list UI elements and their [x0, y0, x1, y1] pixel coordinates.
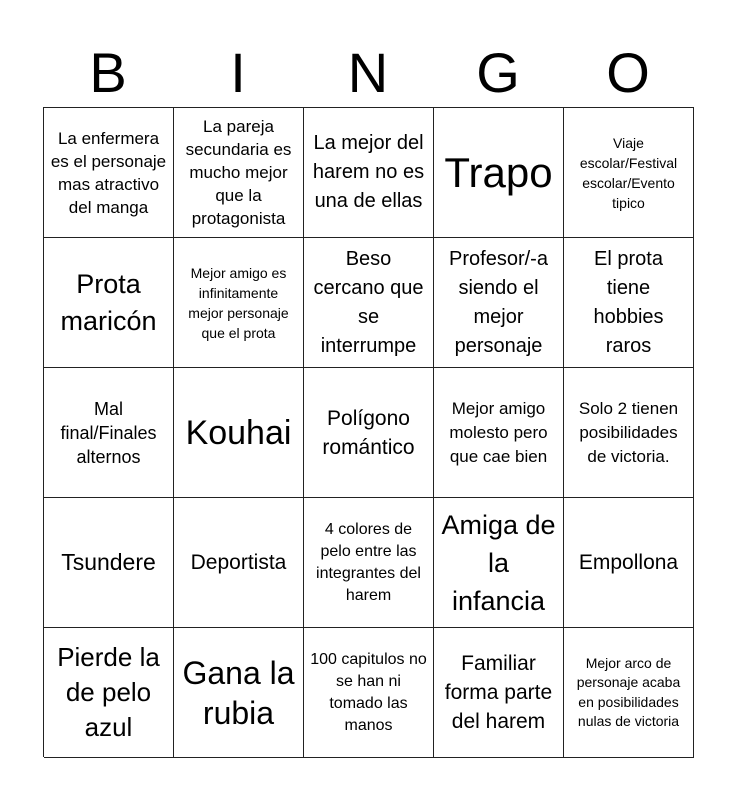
bingo-cell[interactable]: Gana la rubia	[174, 628, 304, 758]
bingo-cell[interactable]: Mejor amigo molesto pero que cae bien	[434, 368, 564, 498]
bingo-cell[interactable]: Mal final/Finales alternos	[44, 368, 174, 498]
bingo-cell[interactable]: Kouhai	[174, 368, 304, 498]
bingo-cell[interactable]: Tsundere	[44, 498, 174, 628]
header-letter-o: O	[606, 41, 650, 104]
bingo-cell[interactable]: Viaje escolar/Festival escolar/Evento tipico	[564, 108, 694, 238]
bingo-cell[interactable]: La enfermera es el personaje mas atractivo del manga	[44, 108, 174, 238]
bingo-board	[43, 107, 694, 757]
bingo-cell[interactable]: La pareja secundaria es mucho mejor que la protagonista	[174, 108, 304, 238]
header-letter-n: N	[347, 41, 389, 104]
bingo-cell[interactable]: Deportista	[174, 498, 304, 628]
bingo-cell[interactable]: Polígono romántico	[304, 368, 434, 498]
header-letter-b: B	[89, 41, 127, 104]
bingo-cell[interactable]: La mejor del harem no es una de ellas	[304, 108, 434, 238]
bingo-cell[interactable]: Pierde la de pelo azul	[44, 628, 174, 758]
bingo-cell[interactable]: Prota maricón	[44, 238, 174, 368]
bingo-header	[43, 40, 693, 106]
header-letter-i: I	[230, 41, 246, 104]
header-letter-g: G	[476, 41, 520, 104]
bingo-cell[interactable]: El prota tiene hobbies raros	[564, 238, 694, 368]
bingo-cell[interactable]: Empollona	[564, 498, 694, 628]
bingo-cell[interactable]: Profesor/-a siendo el mejor personaje	[434, 238, 564, 368]
bingo-cell[interactable]: 100 capitulos no se han ni tomado las manos	[304, 628, 434, 758]
bingo-cell[interactable]: Trapo	[434, 108, 564, 238]
bingo-cell[interactable]: Mejor arco de personaje acaba en posibilidades nulas de victoria	[564, 628, 694, 758]
bingo-cell[interactable]: Amiga de la infancia	[434, 498, 564, 628]
bingo-cell[interactable]: Solo 2 tienen posibilidades de victoria.	[564, 368, 694, 498]
bingo-cell[interactable]: Mejor amigo es infinitamente mejor personaje que el prota	[174, 238, 304, 368]
bingo-cell[interactable]: Beso cercano que se interrumpe	[304, 238, 434, 368]
bingo-cell[interactable]: 4 colores de pelo entre las integrantes del harem	[304, 498, 434, 628]
bingo-cell[interactable]: Familiar forma parte del harem	[434, 628, 564, 758]
